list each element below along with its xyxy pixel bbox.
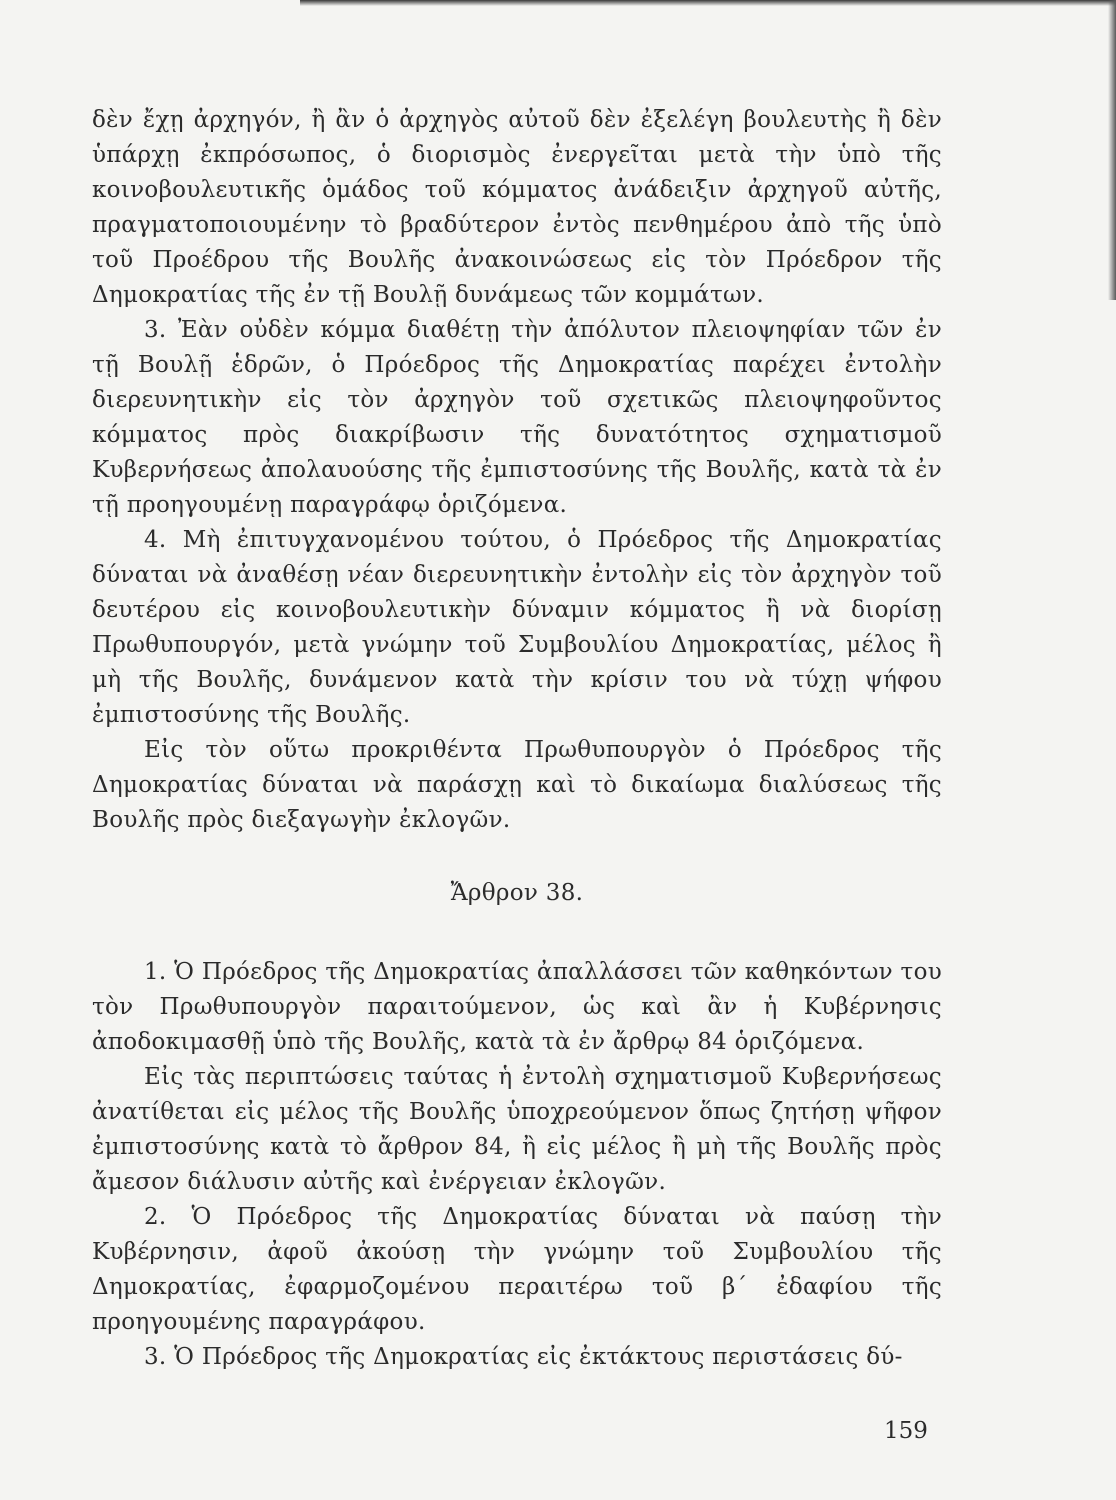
article-38-paragraph-1: 1. Ὁ Πρόεδρος τῆς Δημοκρατίας ἀπαλλάσσει τῶν καθηκόντων του τὸν Πρωθυπουργὸν παραιτούμενον, ὡς καὶ ἂν ἡ Κυβέρνησις ἀποδοκιμασθῇ ὑπὸ τῆς Βουλῆς, κατὰ τὰ ἐν ἄρθρῳ 84 ὁριζόμενα. bbox=[92, 959, 942, 1055]
article-38-paragraph-2: 2. Ὁ Πρόεδρος τῆς Δημοκρατίας δύναται νὰ παύσῃ τὴν Κυβέρνησιν, ἀφοῦ ἀκούσῃ τὴν γνώμην τοῦ Συμβουλίου τῆς Δημοκρατίας, ἐφαρμοζομένου περαιτέρω τοῦ β΄ ἐδαφίου τῆς προηγουμένης παραγράφου. bbox=[92, 1204, 942, 1335]
paragraph-3: 3. Ἐὰν οὐδὲν κόμμα διαθέτῃ τὴν ἀπόλυτον πλειοψηφίαν τῶν ἐν τῇ Βουλῇ ἑδρῶν, ὁ Πρόεδρος τῆς Δημοκρατίας παρέχει ἐντολὴν διερευνητικὴν εἰς τὸν ἀρχηγὸν τοῦ σχετικῶς πλειοψηφοῦντος κόμματος πρὸς διακρίβωσιν τῆς δυνατότητος σχηματισμοῦ Κυβερνήσεως ἀπολαυούσης τῆς ἐμπιστοσύνης τῆς Βουλῆς, κατὰ τὰ ἐν τῇ προηγουμένῃ παραγράφῳ ὁριζόμενα. bbox=[92, 317, 942, 518]
paragraph-continuation: δὲν ἔχῃ ἀρχηγόν, ἢ ἂν ὁ ἀρχηγὸς αὐτοῦ δὲν ἐξελέγη βουλευτὴς ἢ δὲν ὑπάρχῃ ἐκπρόσωπος, ὁ διορισμὸς ἐνεργεῖται μετὰ τὴν ὑπὸ τῆς κοινοβουλευτικῆς ὁμάδος τοῦ κόμματος ἀνάδειξιν ἀρχηγοῦ αὐτῆς, πραγματοποιουμένην τὸ βραδύτερον ἐντὸς πενθημέρου ἀπὸ τῆς ὑπὸ τοῦ Προέδρου τῆς Βουλῆς ἀνακοινώσεως εἰς τὸν Πρόεδρον τῆς Δημοκρατίας τῆς ἐν τῇ Βουλῇ δυνάμεως τῶν κομμάτων. bbox=[92, 107, 942, 308]
page-number: 159 bbox=[884, 1418, 928, 1444]
page-body bbox=[92, 103, 942, 1375]
paragraph-4: 4. Μὴ ἐπιτυγχανομένου τούτου, ὁ Πρόεδρος τῆς Δημοκρατίας δύναται νὰ ἀναθέσῃ νέαν διερευνητικὴν ἐντολὴν εἰς τὸν ἀρχηγὸν τοῦ δευτέρου εἰς κοινοβουλευτικὴν δύναμιν κόμματος ἢ νὰ διορίσῃ Πρωθυπουργόν, μετὰ γνώμην τοῦ Συμβουλίου Δημοκρατίας, μέλος ἢ μὴ τῆς Βουλῆς, δυνάμενον κατὰ τὴν κρίσιν του νὰ τύχῃ ψήφου ἐμπιστοσύνης τῆς Βουλῆς. bbox=[92, 527, 942, 728]
paragraph-4-continuation: Εἰς τὸν οὕτω προκριθέντα Πρωθυπουργὸν ὁ Πρόεδρος τῆς Δημοκρατίας δύναται νὰ παράσχῃ καὶ τὸ δικαίωμα διαλύσεως τῆς Βουλῆς πρὸς διεξαγωγὴν ἐκλογῶν. bbox=[92, 737, 942, 833]
scan-shadow-top bbox=[300, 0, 1116, 6]
article-38-paragraph-1-continuation: Εἰς τὰς περιπτώσεις ταύτας ἡ ἐντολὴ σχηματισμοῦ Κυβερνήσεως ἀνατίθεται εἰς μέλος τῆς Βουλῆς ὑποχρεούμενον ὅπως ζητήσῃ ψῆφον ἐμπιστοσύνης κατὰ τὸ ἄρθρον 84, ἢ εἰς μέλος ἢ μὴ τῆς Βουλῆς πρὸς ἄμεσον διάλυσιν αὐτῆς καὶ ἐνέργειαν ἐκλογῶν. bbox=[92, 1064, 942, 1195]
article-heading: Ἄρθρον 38. bbox=[450, 880, 584, 906]
article-38-paragraph-3: 3. Ὁ Πρόεδρος τῆς Δημοκρατίας εἰς ἐκτάκτους περιστάσεις δύ- bbox=[144, 1344, 903, 1370]
scan-shadow-right bbox=[1108, 0, 1116, 300]
